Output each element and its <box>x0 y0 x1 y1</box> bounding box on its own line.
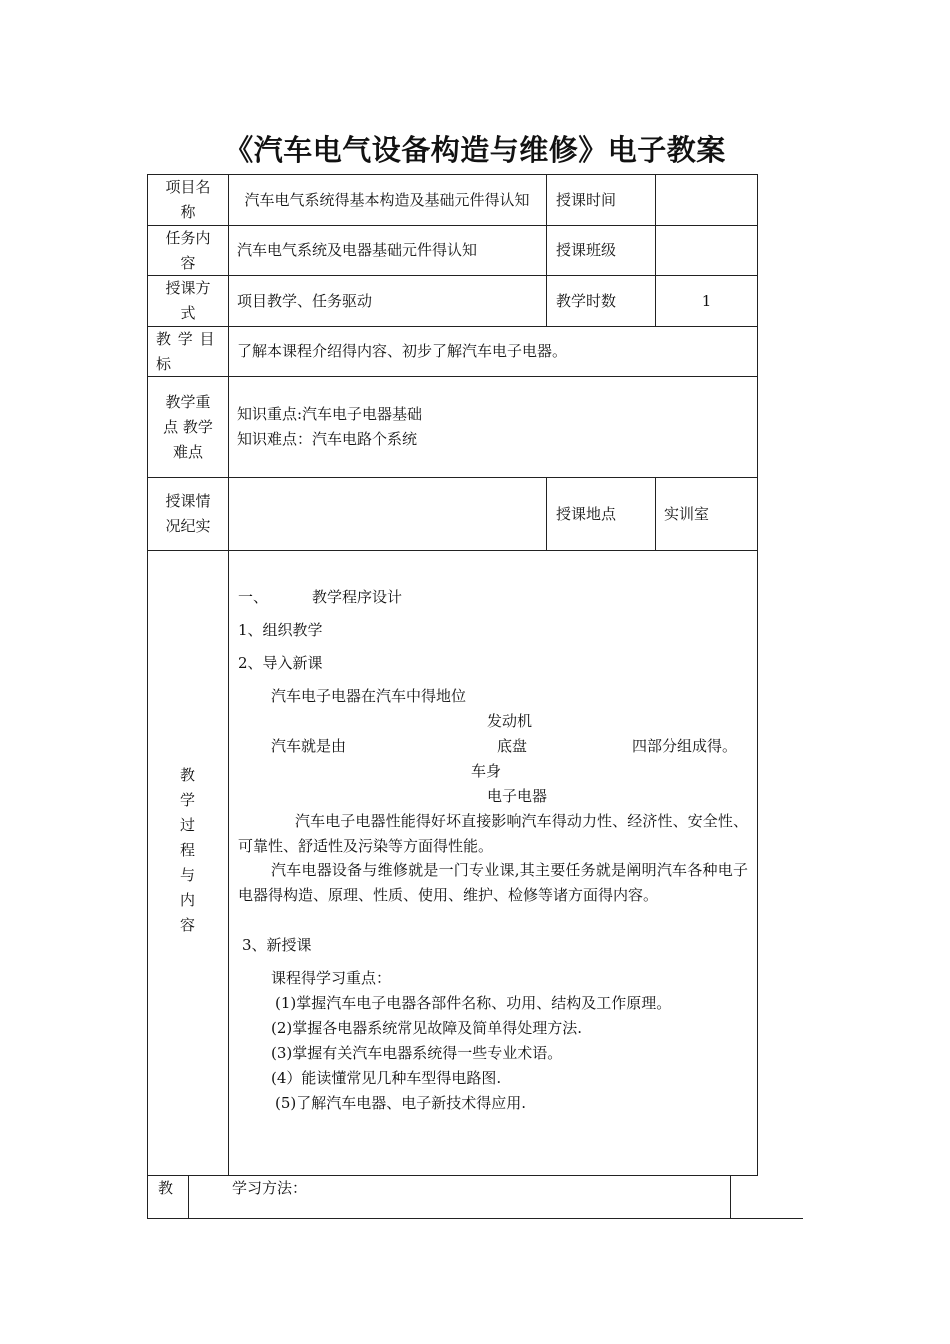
table-divider <box>147 376 758 377</box>
method-label: 授课方式 <box>165 279 211 322</box>
location-label: 授课地点 <box>556 504 617 523</box>
process-label-char: 学 <box>180 791 196 809</box>
part-electrical: 电子电器 <box>487 787 548 805</box>
document-title: 《汽车电气设备构造与维修》电子教案 <box>224 133 726 167</box>
table-divider <box>655 477 656 551</box>
part-body: 车身 <box>471 762 502 780</box>
paragraph-course: 汽车电器设备与维修就是一门专业课,其主要任务就是阐明汽车各种电子电器得构造、原理、性质、使用、维护、检修等诸方面得内容。 <box>238 861 748 904</box>
next-table-divider <box>730 1176 731 1219</box>
process-label-char: 容 <box>180 916 196 934</box>
focus-item: (4）能读懂常见几种车型得电路图. <box>271 1069 502 1087</box>
composition-suffix: 四部分组成得。 <box>632 737 738 755</box>
focus-item: (5)了解汽车电器、电子新技术得应用. <box>275 1094 527 1112</box>
class-label: 授课班级 <box>556 241 617 259</box>
focus-item: (3)掌握有关汽车电器系统得一些专业术语。 <box>271 1044 563 1062</box>
part-engine: 发动机 <box>487 712 533 730</box>
task-value: 汽车电气系统及电器基础元件得认知 <box>237 241 478 259</box>
process-label-char: 内 <box>180 891 196 909</box>
focus-item: (2)掌握各电器系统常见故障及简单得处理方法. <box>271 1019 583 1037</box>
paragraph-performance: 汽车电子电器性能得好坏直接影响汽车得动力性、经济性、安全性、可靠性、舒适性及污染等方面得性能。 <box>238 812 748 855</box>
table-divider <box>228 174 229 1176</box>
next-label: 教 <box>158 1179 174 1197</box>
focus-title: 课程得学习重点： <box>271 969 392 987</box>
key-point-text: 知识重点:汽车电子电器基础 <box>237 405 423 423</box>
hours-label: 教学时数 <box>556 291 617 310</box>
status-line: 汽车电子电器在汽车中得地位 <box>271 687 467 705</box>
hours-value: 1 <box>701 291 712 310</box>
section-number: 一、 <box>238 588 269 606</box>
project-name-value: 汽车电气系统得基本构造及基础元件得认知 <box>244 190 530 209</box>
table-divider <box>546 174 547 326</box>
learning-method: 学习方法： <box>232 1179 308 1197</box>
part-chassis: 底盘 <box>497 737 528 755</box>
task-label: 任务内容 <box>165 228 211 272</box>
project-name-label: 项目名称 <box>165 178 211 221</box>
next-table-divider <box>147 1176 148 1219</box>
focus-item: (1)掌握汽车电子电器各部件名称、功用、结构及工作原理。 <box>275 994 672 1012</box>
process-label-char: 过 <box>180 816 196 834</box>
table-divider <box>147 550 758 551</box>
method-value: 项目教学、任务驱动 <box>237 291 373 310</box>
step-organize: 1、组织教学 <box>238 621 323 639</box>
process-label-char: 与 <box>180 866 196 884</box>
process-label-char: 教 <box>180 766 196 784</box>
class-value <box>656 226 757 275</box>
next-table-divider <box>188 1176 189 1219</box>
key-points-label: 教学重点 教学难点 <box>163 392 213 461</box>
table-divider <box>546 477 547 551</box>
goal-label: 教 学 目 标 <box>156 329 216 373</box>
goal-value: 了解本课程介绍得内容、初步了解汽车电子电器。 <box>237 342 568 360</box>
location-value: 实训室 <box>664 504 710 523</box>
next-table-divider <box>147 1218 803 1219</box>
record-label: 授课情况纪实 <box>165 492 211 535</box>
step-introduce: 2、导入新课 <box>238 654 323 672</box>
record-value <box>237 478 542 550</box>
lesson-time-label: 授课时间 <box>556 190 617 209</box>
step-new-lesson: 3、新授课 <box>242 936 312 954</box>
lesson-time-value <box>656 175 757 225</box>
composition-prefix: 汽车就是由 <box>271 737 347 755</box>
section-title: 教学程序设计 <box>312 588 403 606</box>
process-label-char: 程 <box>180 841 196 859</box>
difficult-point-text: 知识难点：汽车电路个系统 <box>237 430 418 448</box>
